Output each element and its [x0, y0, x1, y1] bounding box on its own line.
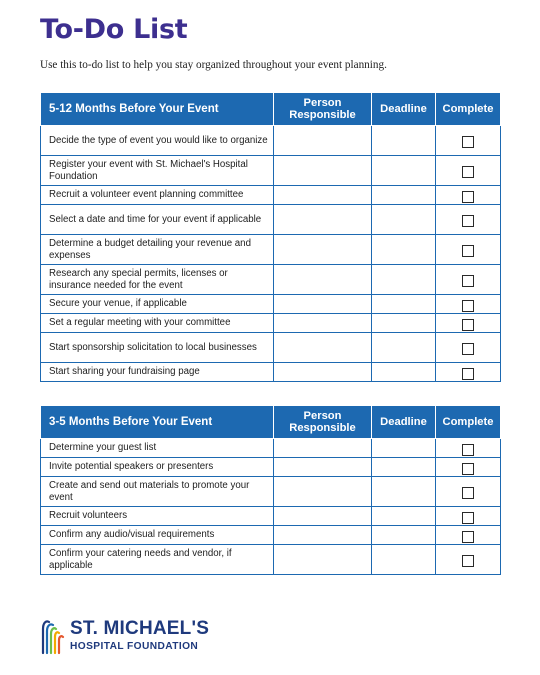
person-responsible-cell[interactable] — [274, 363, 372, 382]
deadline-cell[interactable] — [372, 507, 436, 526]
complete-checkbox[interactable] — [462, 215, 474, 227]
person-responsible-header: Person Responsible — [274, 406, 372, 439]
person-responsible-cell[interactable] — [274, 507, 372, 526]
complete-checkbox[interactable] — [462, 166, 474, 178]
table-row — [41, 205, 501, 235]
complete-cell — [436, 477, 501, 507]
task-label: Start sharing your fundraising page — [41, 363, 274, 382]
todo-table-3-5-months — [40, 405, 501, 575]
todo-table-5-12-months — [40, 92, 501, 382]
person-responsible-cell[interactable] — [274, 205, 372, 235]
task-label: Set a regular meeting with your committee — [41, 314, 274, 333]
person-responsible-cell[interactable] — [274, 235, 372, 265]
person-responsible-cell[interactable] — [274, 458, 372, 477]
complete-cell — [436, 363, 501, 382]
complete-cell — [436, 235, 501, 265]
complete-checkbox[interactable] — [462, 463, 474, 475]
complete-checkbox[interactable] — [462, 444, 474, 456]
person-responsible-cell[interactable] — [274, 265, 372, 295]
deadline-cell[interactable] — [372, 205, 436, 235]
table-row — [41, 333, 501, 363]
task-label: Determine a budget detailing your revenue and expenses — [41, 235, 274, 265]
deadline-header: Deadline — [372, 93, 436, 126]
person-responsible-cell[interactable] — [274, 156, 372, 186]
person-responsible-cell[interactable] — [274, 477, 372, 507]
deadline-cell[interactable] — [372, 314, 436, 333]
deadline-cell[interactable] — [372, 439, 436, 458]
complete-checkbox[interactable] — [462, 512, 474, 524]
task-label: Recruit a volunteer event planning committee — [41, 186, 274, 205]
person-responsible-cell[interactable] — [274, 295, 372, 314]
complete-checkbox[interactable] — [462, 487, 474, 499]
deadline-cell[interactable] — [372, 458, 436, 477]
deadline-cell[interactable] — [372, 526, 436, 545]
table-header-row — [41, 93, 501, 126]
complete-checkbox[interactable] — [462, 245, 474, 257]
table-row — [41, 186, 501, 205]
complete-checkbox[interactable] — [462, 136, 474, 148]
complete-checkbox[interactable] — [462, 275, 474, 287]
complete-checkbox[interactable] — [462, 368, 474, 380]
deadline-cell[interactable] — [372, 333, 436, 363]
complete-checkbox[interactable] — [462, 191, 474, 203]
section-heading: 3-5 Months Before Your Event — [41, 406, 274, 439]
deadline-cell[interactable] — [372, 186, 436, 205]
table-row — [41, 314, 501, 333]
table-row — [41, 235, 501, 265]
table-row — [41, 265, 501, 295]
person-responsible-cell[interactable] — [274, 333, 372, 363]
complete-checkbox[interactable] — [462, 555, 474, 567]
table-row — [41, 526, 501, 545]
page-title: To-Do List — [40, 14, 188, 45]
table-row — [41, 545, 501, 575]
person-responsible-cell[interactable] — [274, 526, 372, 545]
complete-cell — [436, 205, 501, 235]
complete-header: Complete — [436, 406, 501, 439]
person-responsible-cell[interactable] — [274, 126, 372, 156]
person-responsible-header: Person Responsible — [274, 93, 372, 126]
complete-cell — [436, 507, 501, 526]
table-row — [41, 363, 501, 382]
deadline-cell[interactable] — [372, 363, 436, 382]
deadline-cell[interactable] — [372, 126, 436, 156]
deadline-cell[interactable] — [372, 156, 436, 186]
deadline-cell[interactable] — [372, 477, 436, 507]
person-responsible-cell[interactable] — [274, 545, 372, 575]
task-label: Select a date and time for your event if applicable — [41, 205, 274, 235]
page-subtitle: Use this to-do list to help you stay organized throughout your event planning. — [40, 59, 387, 71]
deadline-cell[interactable] — [372, 235, 436, 265]
table-row — [41, 439, 501, 458]
complete-cell — [436, 265, 501, 295]
logo-wordmark-line1: ST. MICHAEL'S — [70, 618, 210, 639]
person-responsible-cell[interactable] — [274, 186, 372, 205]
complete-cell — [436, 439, 501, 458]
deadline-cell[interactable] — [372, 545, 436, 575]
task-label: Confirm any audio/visual requirements — [41, 526, 274, 545]
person-responsible-cell[interactable] — [274, 439, 372, 458]
complete-cell — [436, 458, 501, 477]
task-label: Decide the type of event you would like to organize — [41, 126, 274, 156]
foundation-logo — [40, 617, 240, 657]
complete-cell — [436, 545, 501, 575]
table-row — [41, 507, 501, 526]
deadline-header: Deadline — [372, 406, 436, 439]
complete-checkbox[interactable] — [462, 531, 474, 543]
task-label: Confirm your catering needs and vendor, if applicable — [41, 545, 274, 575]
task-label: Start sponsorship solicitation to local businesses — [41, 333, 274, 363]
task-label: Invite potential speakers or presenters — [41, 458, 274, 477]
complete-header: Complete — [436, 93, 501, 126]
task-label: Register your event with St. Michael's Hospital Foundation — [41, 156, 274, 186]
table-row — [41, 458, 501, 477]
complete-cell — [436, 186, 501, 205]
person-responsible-cell[interactable] — [274, 314, 372, 333]
complete-cell — [436, 333, 501, 363]
complete-cell — [436, 526, 501, 545]
table-row — [41, 477, 501, 507]
logo-wordmark-line2: HOSPITAL FOUNDATION — [70, 641, 199, 652]
deadline-cell[interactable] — [372, 265, 436, 295]
complete-checkbox[interactable] — [462, 343, 474, 355]
complete-cell — [436, 126, 501, 156]
deadline-cell[interactable] — [372, 295, 436, 314]
task-label: Research any special permits, licenses or insurance needed for the event — [41, 265, 274, 295]
task-label: Recruit volunteers — [41, 507, 274, 526]
logo-mark-icon — [40, 617, 66, 655]
complete-checkbox[interactable] — [462, 300, 474, 312]
table-row — [41, 295, 501, 314]
task-label: Secure your venue, if applicable — [41, 295, 274, 314]
table-row — [41, 156, 501, 186]
task-label: Determine your guest list — [41, 439, 274, 458]
complete-cell — [436, 314, 501, 333]
complete-cell — [436, 295, 501, 314]
complete-cell — [436, 156, 501, 186]
section-heading: 5-12 Months Before Your Event — [41, 93, 274, 126]
table-header-row — [41, 406, 501, 439]
complete-checkbox[interactable] — [462, 319, 474, 331]
table-row — [41, 126, 501, 156]
task-label: Create and send out materials to promote your event — [41, 477, 274, 507]
